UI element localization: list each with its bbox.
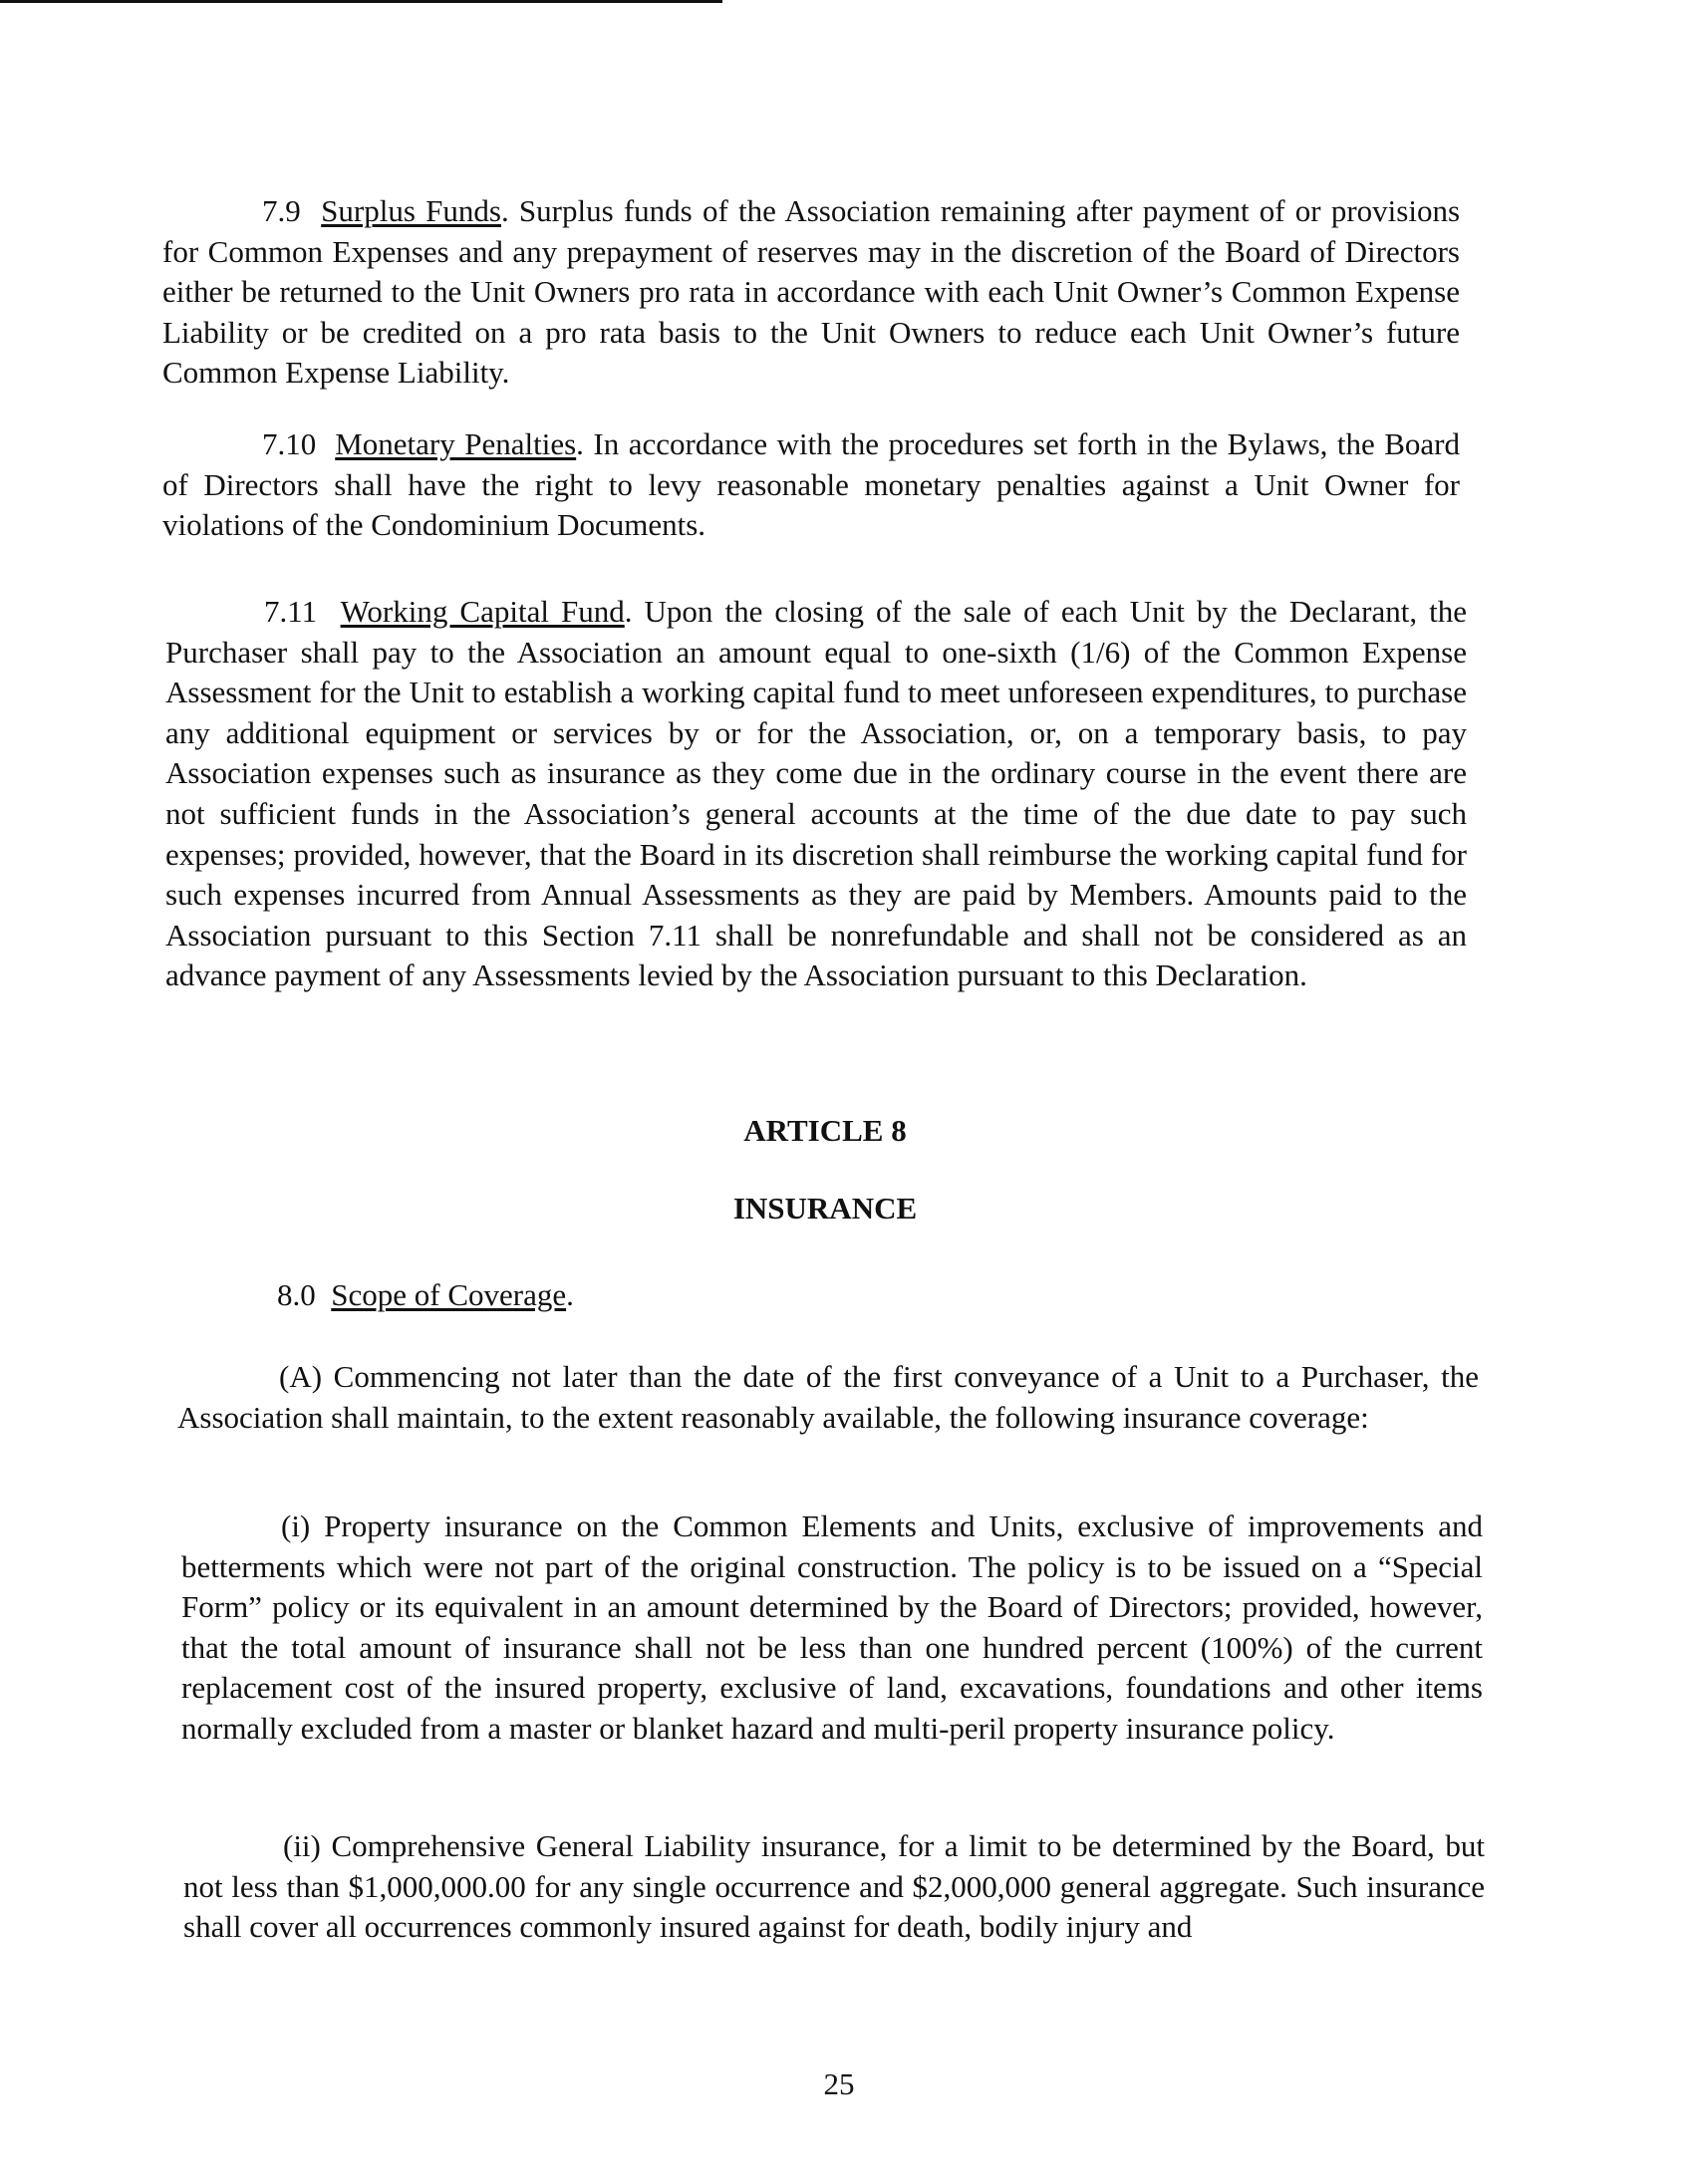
section-8-0-title: Scope of Coverage: [331, 1277, 567, 1312]
section-8-0-number: 8.0: [277, 1277, 316, 1312]
section-7-11-body: . Upon the closing of the sale of each Unit by the Declarant, the Purchaser shall pay to the Association an amount equal to one-sixth (1/6) of the Common Expense Assessment for the Unit to establish a working capital fund to meet unforeseen expenditures, to purchase any additional equipment or services by or for the Association, or, on a temporary basis, to pay Association expenses such as insurance as they come due in the ordinary course in the event there are not sufficient funds in the Association’s general accounts at the time of the due date to pay such expenses; provided, however, that the Board in its discretion shall reimburse the working capital fund for such expenses incurred from Annual Assessments as they are paid by Members. Amounts paid to the Association pursuant to this Section 7.11 shall be nonrefundable and shall not be considered as an advance payment of any Assessments levied by the Association pursuant to this Declaration.: [165, 594, 1467, 993]
section-7-10: [162, 424, 1460, 546]
section-8-0: [277, 1275, 1074, 1316]
section-7-10-number: 7.10: [262, 426, 317, 461]
section-7-11-number: 7.11: [264, 594, 318, 629]
section-7-10-title: Monetary Penalties: [335, 426, 577, 461]
section-7-9-body: . Surplus funds of the Association remaining after payment of or provisions for Common Expenses and any prepayment of reserves may in the discretion of the Board of Directors either be returned to the Unit Owners pro rata in accordance with each Unit Owner’s Common Expense Liability or be credited on a pro rata basis to the Unit Owners to reduce each Unit Owner’s future Common Expense Liability.: [162, 193, 1461, 391]
section-8-0-suffix: .: [566, 1277, 574, 1312]
paragraph-i: (i) Property insurance on the Common Elements and Units, exclusive of improvements and betterments which were not part of the original construction. The policy is to be issued on a “Special Form” policy or its equivalent in an amount determined by the Board of Directors; provided, however, that the total amount of insurance shall not be less than one hundred percent (100%) of the current replacement cost of the insured property, exclusive of land, excavations, foundations and other items normally excluded from a master or blanket hazard and multi-peril property insurance policy.: [181, 1508, 1483, 1746]
section-7-11-title: Working Capital Fund: [340, 594, 625, 629]
section-7-11: [165, 592, 1467, 996]
section-7-9-number: 7.9: [262, 193, 301, 228]
article-title: INSURANCE: [732, 1191, 918, 1226]
paragraph-a: (A) Commencing not later than the date of the first conveyance of a Unit to a Purchaser, the Association shall maintain, to the extent reasonably available, the following insurance coverage:: [177, 1359, 1479, 1435]
section-7-9: [162, 191, 1460, 394]
paragraph-ii: (ii) Comprehensive General Liability insurance, for a limit to be determined by the Board, but not less than $1,000,000.00 for any single occurrence and $2,000,000 general aggregate. Such insurance shall cover all occurrences commonly insured against for death, bodily injury and: [183, 1828, 1485, 1945]
page-number: 25: [823, 2066, 855, 2101]
section-7-9-title: Surplus Funds: [321, 193, 501, 228]
article-heading: ARTICLE 8: [743, 1113, 907, 1148]
section-7-10-body: . In accordance with the procedures set forth in the Bylaws, the Board of Directors shall have the right to levy reasonable monetary penalties against a Unit Owner for violations of the Condominium Documents.: [162, 426, 1460, 543]
